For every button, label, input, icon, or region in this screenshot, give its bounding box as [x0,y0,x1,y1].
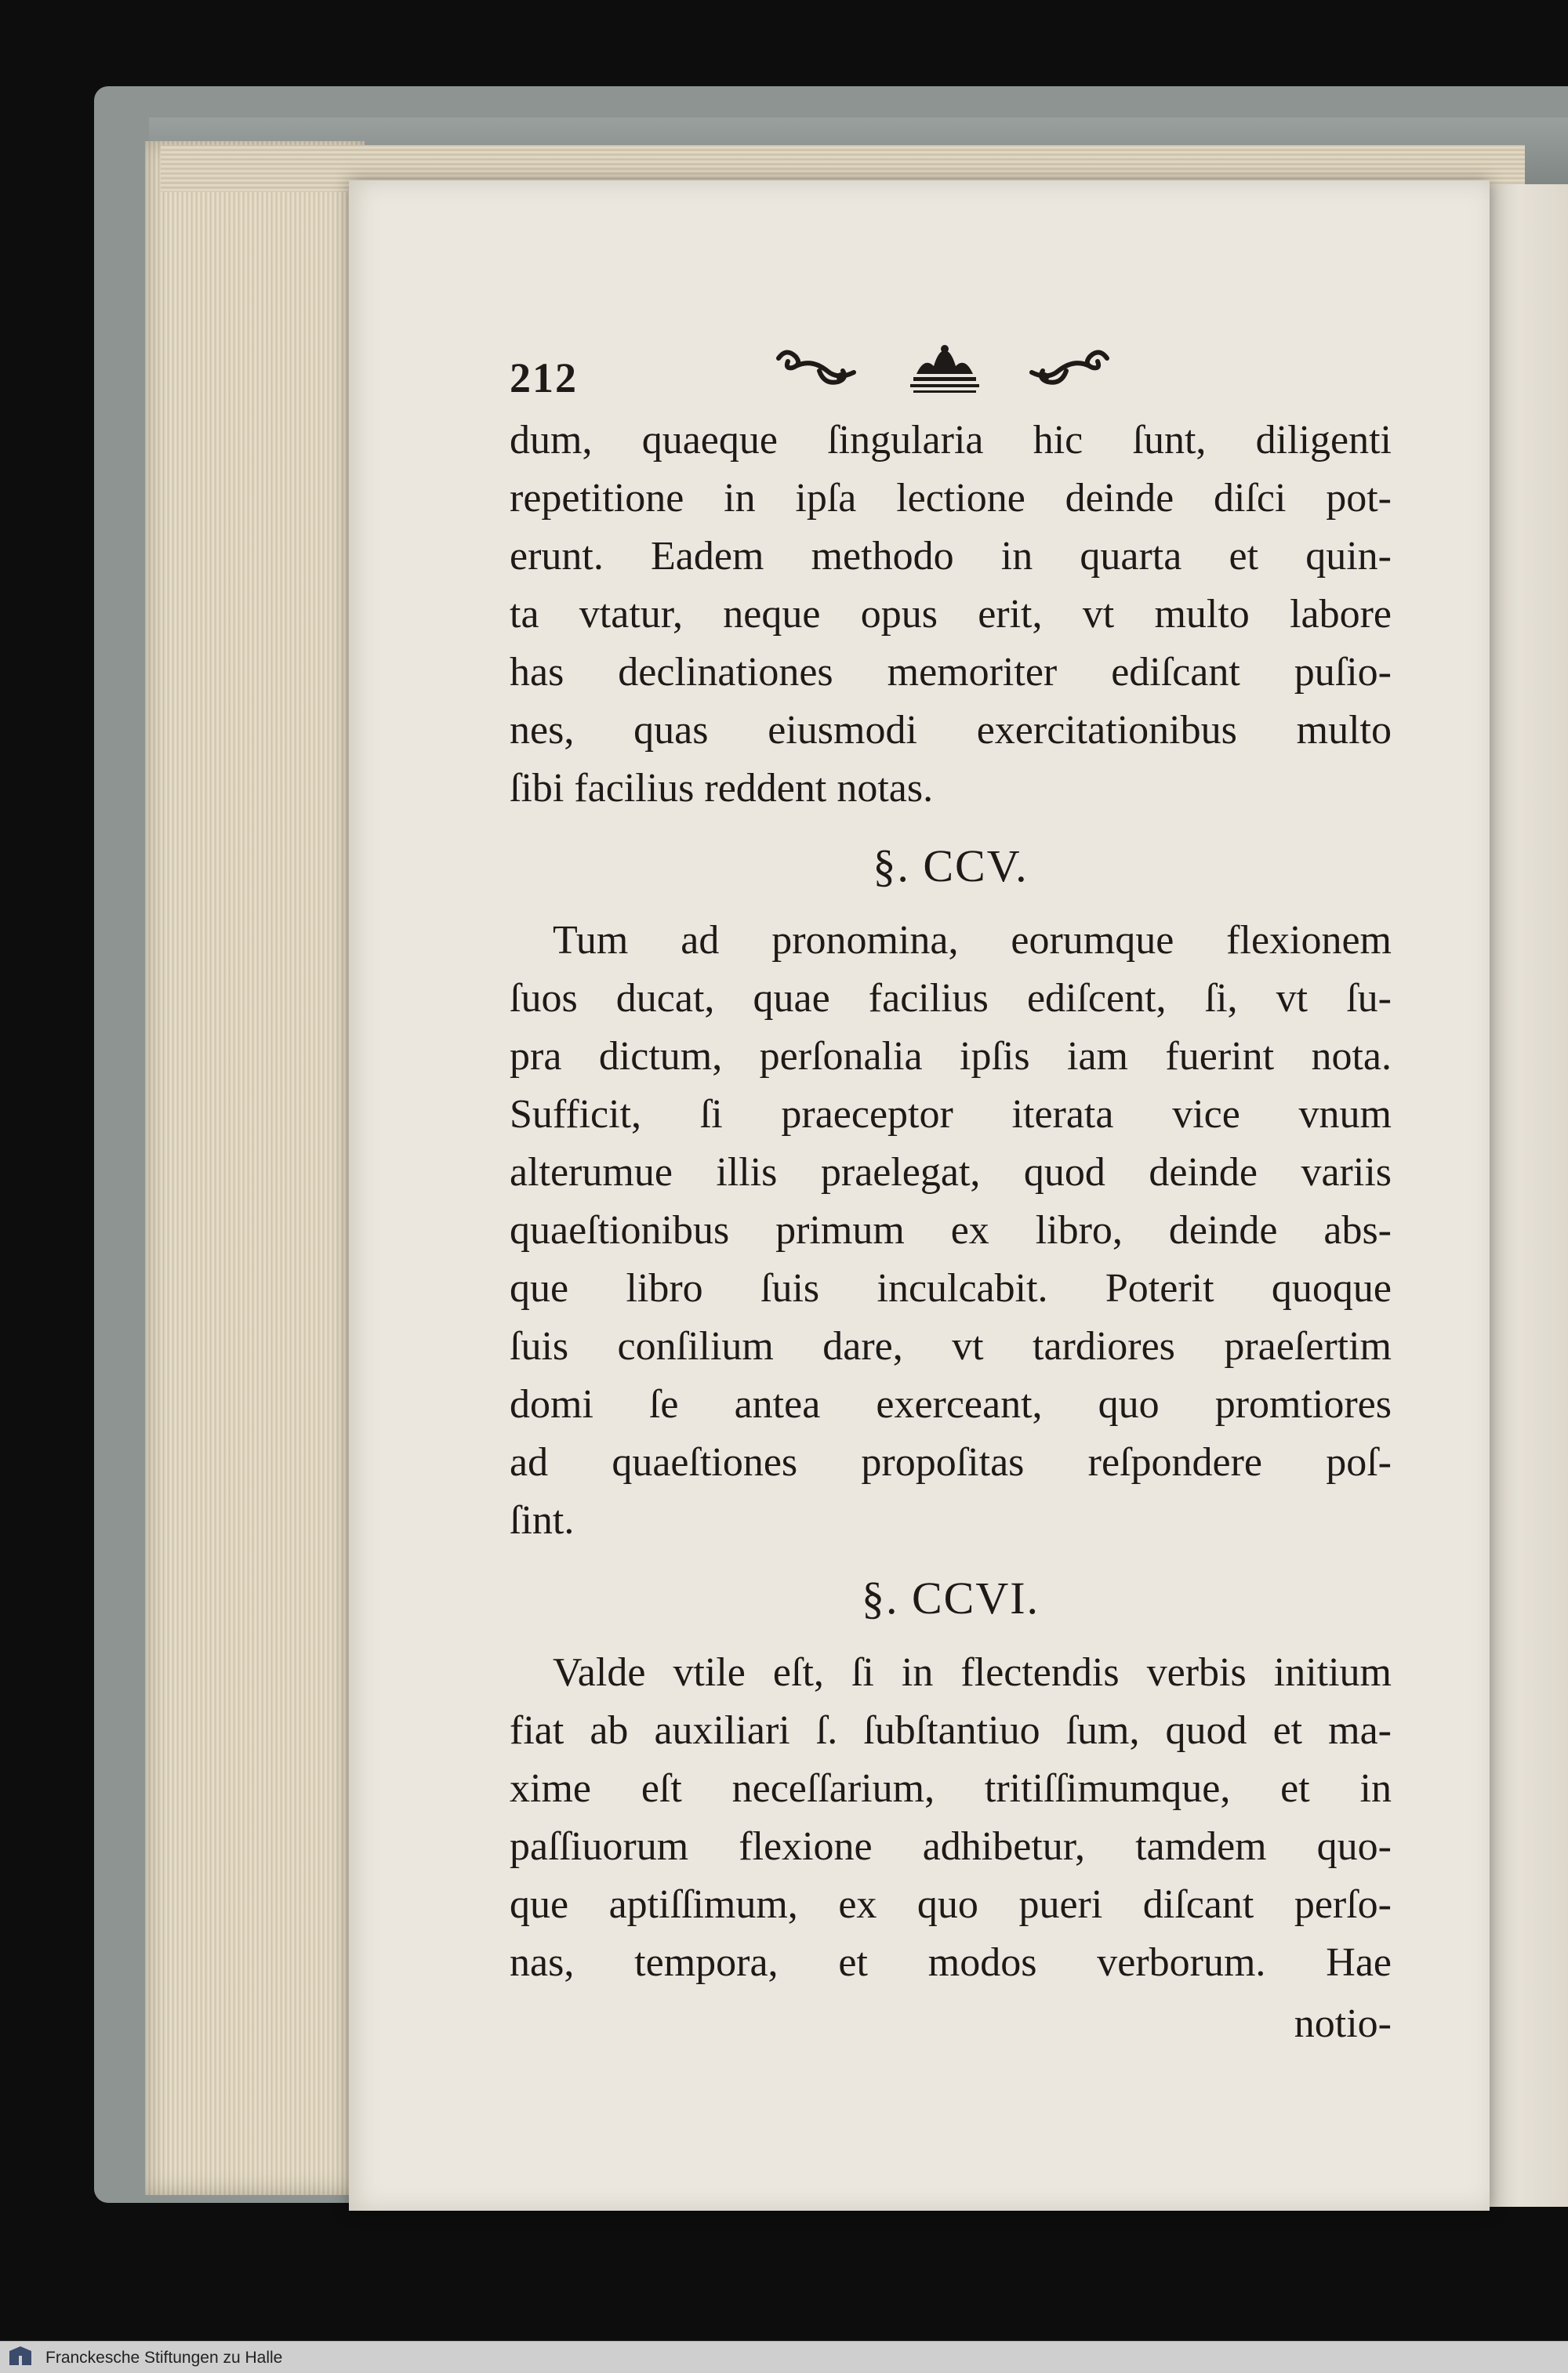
facing-page-edge [1486,184,1568,2207]
crown-ornament-icon [906,343,984,414]
text-line: ta vtatur, neque opus erit, vt multo labore [510,592,1392,637]
footer-bar [0,2341,1568,2373]
text-line: dum, quaeque ſingularia hic ſunt, diligenti [510,418,1392,463]
text-line: has declinationes memoriter ediſcant puſio- [510,650,1392,695]
text-line: nas, tempora, et modos verborum. Hae [510,1940,1392,1985]
scroll-ornament-left-icon [772,343,858,414]
paragraph-continued [510,412,1392,818]
institution-name[interactable]: Franckesche Stiftungen zu Halle [45,2349,283,2367]
section-heading-ccv: §. CCV. [873,840,1029,891]
text-line: alterumue illis praelegat, quod deinde variis [510,1150,1392,1195]
paragraph-ccv [510,912,1392,1550]
text-line: que libro ſuis inculcabit. Poterit quoque [510,1266,1392,1311]
page-number: 212 [510,354,578,401]
catchword: notio- [1294,2001,1392,2046]
text-line: Tum ad pronomina, eorumque flexionem [553,918,1392,963]
text-line: ſibi facilius reddent notas. [510,766,934,811]
scroll-ornament-right-icon [1027,343,1113,414]
text-line: que aptiſſimum, ex quo pueri diſcant perſo- [510,1882,1392,1927]
text-line: nes, quas eiusmodi exercitationibus multo [510,708,1392,753]
text-line: ad quaeſtiones propoſitas reſpondere poſ- [510,1440,1392,1485]
text-line: ſuis conſilium dare, vt tardiores praeſertim [510,1324,1392,1369]
text-line: ſuos ducat, quae facilius ediſcent, ſi, vt ſu- [510,976,1392,1021]
text-line: Sufficit, ſi praeceptor iterata vice vnum [510,1092,1392,1137]
institution-logo-icon [6,2346,34,2368]
text-line: erunt. Eadem methodo in quarta et quin- [510,534,1392,579]
text-line: ſint. [510,1498,575,1543]
text-line: pra dictum, perſonalia ipſis iam fuerint nota. [510,1034,1392,1079]
page-header [510,349,1392,412]
text-line: quaeſtionibus primum ex libro, deinde abs- [510,1208,1392,1253]
page-block-edge [145,141,365,2195]
text-line: fiat ab auxiliari ſ. ſubſtantiuo ſum, quod et ma- [510,1708,1392,1753]
section-heading-ccvi: §. CCVI. [861,1573,1040,1624]
paragraph-ccvi [510,1644,1392,1992]
text-line: domi ſe antea exerceant, quo promtiores [510,1382,1392,1427]
text-line: repetitione in ipſa lectione deinde diſci pot- [510,476,1392,521]
text-line: Valde vtile eſt, ſi in flectendis verbis initium [553,1650,1392,1695]
page-text [510,349,1392,2053]
text-line: xime eſt neceſſarium, tritiſſimumque, et in [510,1766,1392,1811]
text-line: paſſiuorum flexione adhibetur, tamdem quo- [510,1824,1392,1869]
